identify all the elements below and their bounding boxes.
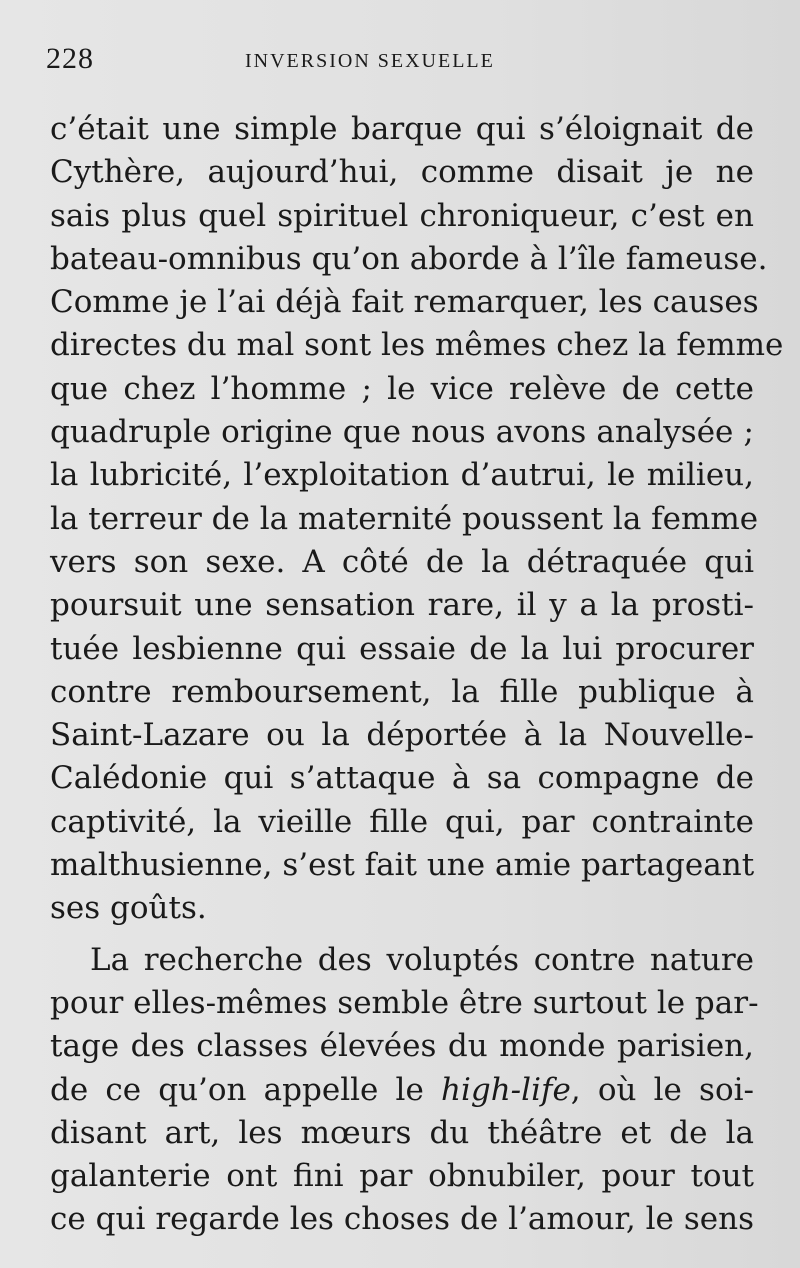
body-text [50,108,784,1242]
text-line: que chez l’homme ; le vice relève de cette [50,370,754,407]
text-line: Calédonie qui s’attaque à sa compagne de [50,760,754,797]
text-line: directes du mal sont les mêmes chez la femme [50,327,784,364]
text-line: quadruple origine que nous avons analysée ; [50,414,754,451]
text-line: bateau-omnibus qu’on aborde à l’île fameuse. [50,240,768,277]
text-segment: , où le soi- [570,1071,754,1108]
text-line: c’était une simple barque qui s’éloignait de [50,111,754,147]
page-number: 228 [46,42,94,75]
text-line: captivité, la vieille fille qui, par contrainte [50,803,754,840]
text-line: Saint-Lazare ou la déportée à la Nouvelle- [50,717,754,754]
text-line: Cythère, aujourd’hui, comme disait je ne [50,154,754,191]
text-line: contre remboursement, la fille publique à [50,673,754,710]
italic-term: high-life [440,1071,571,1108]
text-line: pour elles-mêmes semble être surtout le par- [50,984,759,1021]
text-line: malthusienne, s’est fait une amie partageant [50,847,755,884]
text-line: Comme je l’ai déjà fait remarquer, les causes [50,284,759,321]
text-line: tage des classes élevées du monde parisien, [50,1028,754,1065]
text-line: poursuit une sensation rare, il y a la prosti- [50,587,754,624]
text-line: la lubricité, l’exploitation d’autrui, le milieu, [50,457,754,494]
text-line: ce qui regarde les choses de l’amour, le sens [50,1201,754,1238]
text-line: ses goûts. [50,890,207,927]
text-line: tuée lesbienne qui essaie de la lui procurer [50,630,754,667]
text-line: La recherche des voluptés contre nature [90,941,754,978]
text-line: disant art, les mœurs du théâtre et de la [50,1114,754,1151]
text-line: vers son sexe. A côté de la détraquée qui [50,543,754,580]
text-line-with-italic [50,1069,754,1112]
text-line: sais plus quel spirituel chroniqueur, c’est en [50,197,754,234]
text-line: la terreur de la maternité poussent la femme [50,500,759,537]
running-title: INVERSION SEXUELLE [245,50,495,72]
text-segment: de ce qu’on appelle le [50,1071,424,1108]
text-line: galanterie ont fini par obnubiler, pour tout [50,1158,754,1195]
